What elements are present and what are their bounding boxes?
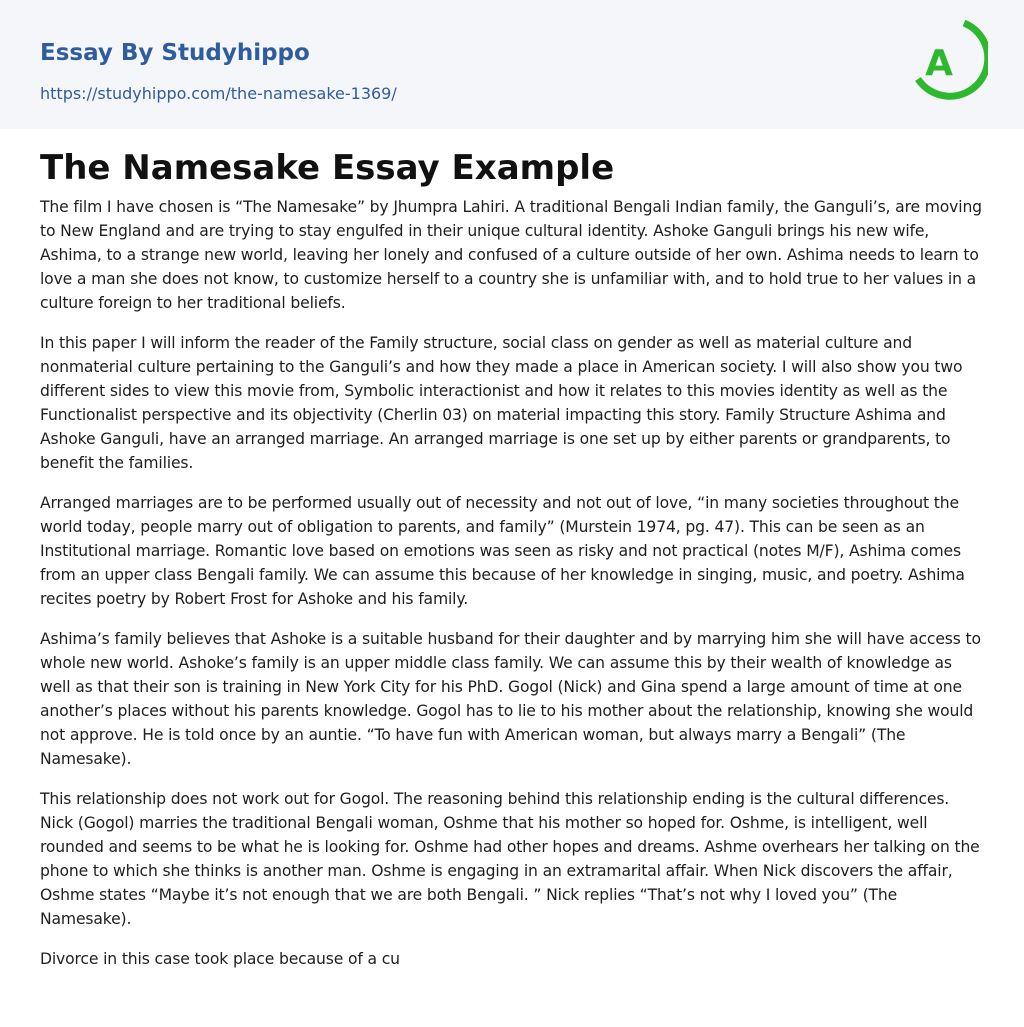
article-body xyxy=(40,145,984,987)
page-title: The Namesake Essay Example xyxy=(40,148,615,188)
paragraph: This relationship does not work out for Gogol. The reasoning behind this relationship ending is the cultural differences. Nick (Gogol) marries the traditional Bengali woman, Oshme that his mother so hoped for. Oshme, is intelligent, well rounded and seems to be what he is looking for. Oshme had other hopes and dreams. Ashme overhears her talking on the phone to which she thinks is another man. Oshme is engaging in an extramarital affair. When Nick discovers the affair, Oshme states “Maybe it’s not enough that we are both Bengali. ” Nick replies “That’s not why I loved you” (The Namesake). xyxy=(40,790,980,928)
paragraph: Ashima’s family believes that Ashoke is a suitable husband for their daughter and by marrying him she will have access to whole new world. Ashoke’s family is an upper middle class family. We can assume this by their wealth of knowledge as well as that their son is training in New York City for his PhD. Gogol (Nick) and Gina spend a large amount of time at one another’s places without his parents knowledge. Gogol has to lie to his mother about the relationship, knowing she would not approve. He is told once by an auntie. “To have fun with American woman, but always marry a Bengali” (The Namesake). xyxy=(40,630,981,768)
paragraph: The film I have chosen is “The Namesake” by Jhumpra Lahiri. A traditional Bengali Indian family, the Ganguli’s, are moving to New England and are trying to stay engulfed in their unique cultural identity. Ashoke Ganguli brings his new wife, Ashima, to a strange new world, leaving her lonely and confused of a culture outside of her own. Ashima needs to learn to love a man she does not know, to customize herself to a country she is unfamiliar with, and to hold true to her values in a culture foreign to her traditional beliefs. xyxy=(40,198,982,312)
paragraph: In this paper I will inform the reader of the Family structure, social class on gender as well as material culture and nonmaterial culture pertaining to the Ganguli’s and how they made a place in American society. I will also show you two different sides to view this movie from, Symbolic interactionist and how it relates to this movies identity as well as the Functionalist perspective and its objectivity (Cherlin 03) on material impacting this story. Family Structure Ashima and Ashoke Ganguli, have an arranged marriage. An arranged marriage is one set up by either parents or grandparents, to benefit the families. xyxy=(40,334,963,472)
studyhippo-logo-icon[interactable] xyxy=(912,18,988,106)
site-header xyxy=(0,0,1024,129)
paragraph: Arranged marriages are to be performed usually out of necessity and not out of love, “in many societies throughout the world today, people marry out of obligation to parents, and family” (Murstein 1974, pg. 47). This can be seen as an Institutional marriage. Romantic love based on emotions was seen as risky and not practical (notes M/F), Ashima comes from an upper class Bengali family. We can assume this because of her knowledge in singing, music, and poetry. Ashima recites poetry by Robert Frost for Ashoke and his family. xyxy=(40,494,965,608)
logo-letter: A xyxy=(925,43,953,84)
paragraph-truncated: Divorce in this case took place because of a cu xyxy=(40,950,400,968)
site-title[interactable]: Essay By Studyhippo xyxy=(40,40,310,66)
essay-url-link[interactable]: https://studyhippo.com/the-namesake-1369/ xyxy=(40,84,397,103)
